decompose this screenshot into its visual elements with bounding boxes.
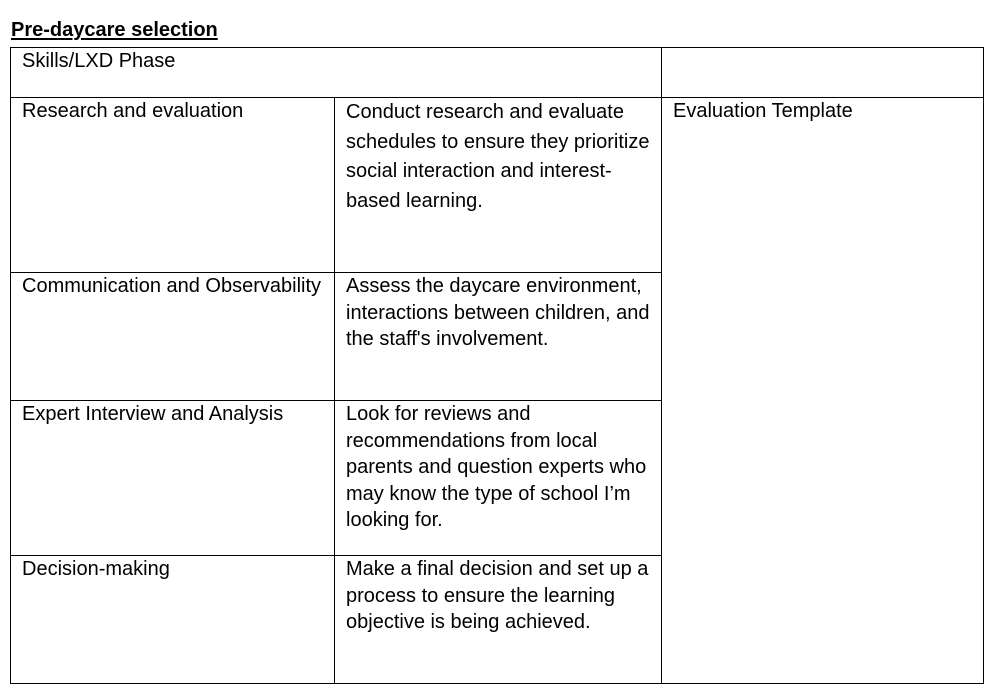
phase-header-cell: Skills/LXD Phase	[11, 48, 662, 98]
skills-table	[10, 47, 984, 684]
skill-cell: Decision-making	[11, 556, 335, 684]
description-cell: Make a final decision and set up a process to ensure the learning objective is being achieved.	[335, 556, 662, 684]
description-cell: Conduct research and evaluate schedules to ensure they prioritize social interaction and interest-based learning.	[335, 98, 662, 273]
right-header-cell	[662, 48, 984, 98]
skill-cell: Expert Interview and Analysis	[11, 401, 335, 556]
page-title: Pre-daycare selection	[11, 19, 218, 41]
skill-cell: Communication and Observability	[11, 273, 335, 401]
description-cell: Look for reviews and recommendations from local parents and question experts who may know the type of school I’m looking for.	[335, 401, 662, 556]
table-row	[11, 98, 984, 273]
table-header-row	[11, 48, 984, 98]
skill-cell: Research and evaluation	[11, 98, 335, 273]
template-cell: Evaluation Template	[662, 98, 984, 684]
description-cell: Assess the daycare environment, interactions between children, and the staff's involvement.	[335, 273, 662, 401]
